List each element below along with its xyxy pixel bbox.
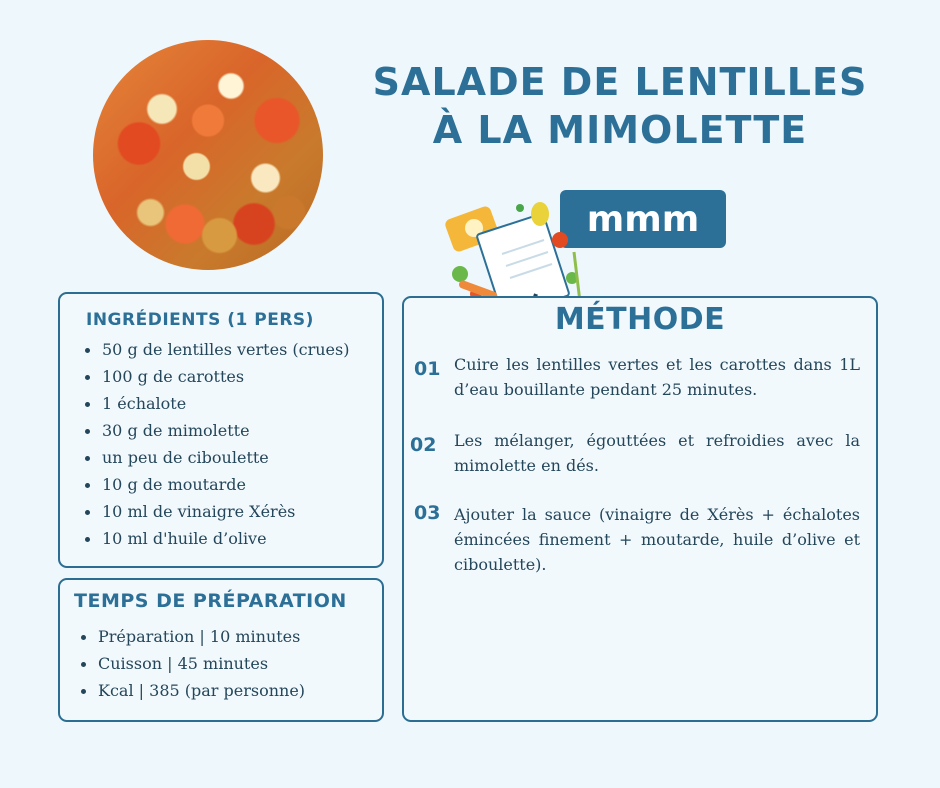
title-line-1: SALADE DE LENTILLES bbox=[372, 60, 868, 104]
preparation-time-panel bbox=[58, 578, 384, 722]
ingredients-panel bbox=[58, 292, 384, 568]
list-item: 10 g de moutarde bbox=[82, 471, 349, 498]
list-item: Cuisson | 45 minutes bbox=[78, 650, 305, 677]
ingredients-heading: INGRÉDIENTS (1 PERS) bbox=[86, 310, 314, 330]
list-item: 50 g de lentilles vertes (crues) bbox=[82, 336, 349, 363]
list-item: Préparation | 10 minutes bbox=[78, 623, 305, 650]
ingredients-list bbox=[82, 336, 349, 552]
list-item: un peu de ciboulette bbox=[82, 444, 349, 471]
method-panel bbox=[402, 296, 878, 722]
title-line-2: À LA MIMOLETTE bbox=[432, 108, 808, 152]
method-heading: MÉTHODE bbox=[554, 302, 726, 337]
list-item: 10 ml d'huile d’olive bbox=[82, 525, 349, 552]
step-number: 02 bbox=[410, 434, 437, 456]
recipe-title bbox=[360, 58, 880, 154]
step-text: Les mélanger, égouttées et refroidies avec la mimolette en dés. bbox=[454, 431, 860, 475]
step-number: 01 bbox=[414, 358, 441, 380]
step-number: 03 bbox=[414, 502, 441, 524]
list-item: 10 ml de vinaigre Xérès bbox=[82, 498, 349, 525]
step-text: Cuire les lentilles vertes et les carottes dans 1L d’eau bouillante pendant 25 minutes. bbox=[454, 355, 860, 399]
preparation-time-heading: TEMPS DE PRÉPARATION bbox=[74, 590, 347, 612]
preparation-time-list bbox=[78, 623, 305, 704]
brand-logo-text: mmm bbox=[586, 198, 700, 240]
step-text: Ajouter la sauce (vinaigre de Xérès + échalotes émincées finement + moutarde, huile d’olive et ciboulette). bbox=[454, 505, 860, 574]
list-item: Kcal | 385 (par personne) bbox=[78, 677, 305, 704]
list-item: 30 g de mimolette bbox=[82, 417, 349, 444]
salad-photo bbox=[93, 40, 323, 270]
list-item: 100 g de carottes bbox=[82, 363, 349, 390]
list-item: 1 échalote bbox=[82, 390, 349, 417]
